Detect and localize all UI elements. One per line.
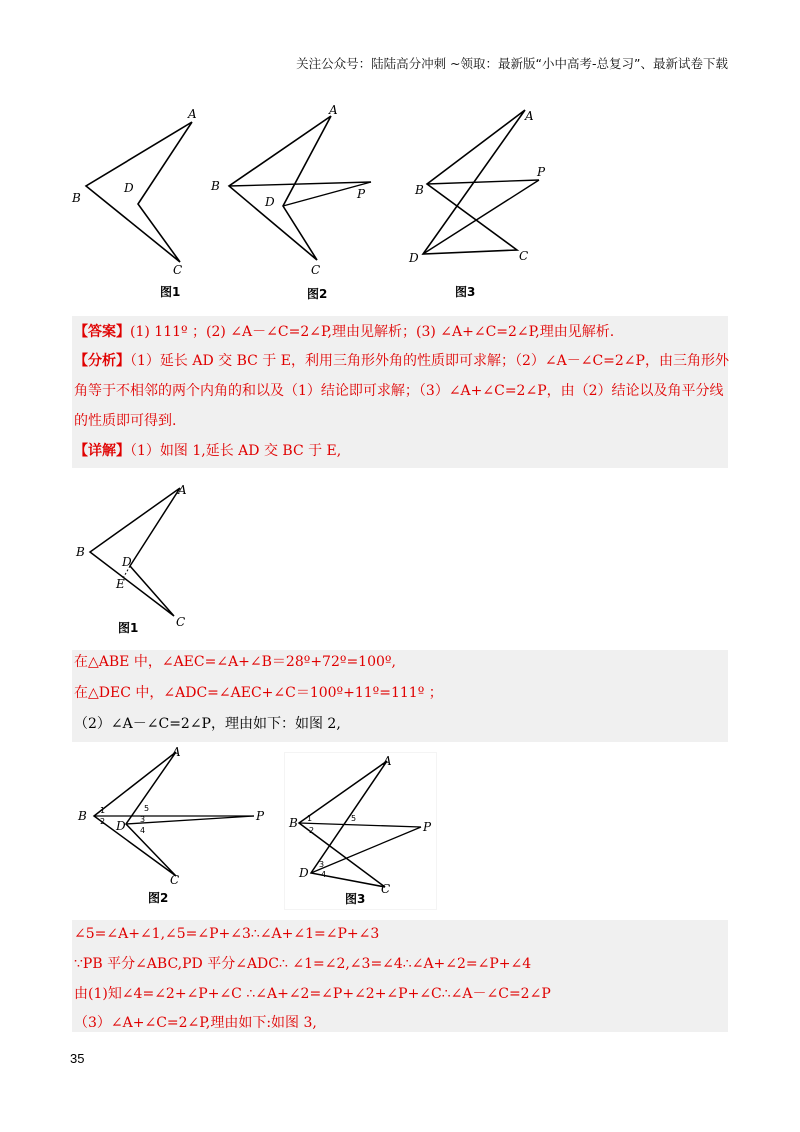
angle-1: 1 <box>100 806 106 815</box>
label-c: C <box>170 873 180 887</box>
figure-caption: 图1 <box>118 621 139 635</box>
label-c: C <box>381 882 391 896</box>
top-figure-2 <box>205 98 385 308</box>
figure-caption: 图2 <box>148 891 169 905</box>
detail-line-2: 在△DEC 中，∠ADC=∠AEC+∠C＝100º+11º=111º ； <box>74 685 443 701</box>
top-figure-1 <box>70 100 200 305</box>
angle-1: 1 <box>307 814 313 823</box>
figure-caption: 图2 <box>307 287 328 301</box>
label-e: E <box>116 577 125 591</box>
label-b: B <box>415 183 424 197</box>
top-figure-3 <box>405 100 565 305</box>
label-b: B <box>72 191 81 205</box>
label-d: D <box>409 251 419 265</box>
answer-tag: 【答案】 <box>74 324 130 340</box>
angle-2: 2 <box>309 826 315 835</box>
page-number: 35 <box>70 1051 85 1066</box>
angle-4: 4 <box>140 826 146 835</box>
label-b: B <box>76 545 85 559</box>
label-b: B <box>78 809 87 823</box>
label-a: A <box>188 107 197 121</box>
label-a: A <box>525 109 534 123</box>
label-b: B <box>211 179 220 193</box>
figure-caption: 图3 <box>345 892 366 906</box>
detail-line-6: 由(1)知∠4=∠2+∠P+∠C ∴∠A+∠2=∠P+∠2+∠P+∠C∴∠A－∠C=2∠P <box>74 986 551 1002</box>
page-header: 关注公众号：陆陆高分冲刺 ~领取：最新版“小中高考-总复习”、最新试卷下载 <box>296 56 728 71</box>
angle-4: 4 <box>321 870 327 879</box>
detail-intro: 【详解】（1）如图 1,延长 AD 交 BC 于 E, <box>74 443 342 459</box>
label-p: P <box>537 165 546 179</box>
label-c: C <box>176 615 186 629</box>
label-a: A <box>329 103 338 117</box>
angle-3: 3 <box>319 860 325 869</box>
detail-line-4: ∠5=∠A+∠1,∠5=∠P+∠3∴∠A+∠1=∠P+∠3 <box>74 926 380 942</box>
answer-text: (1) 111º ；(2) ∠A－∠C=2∠P,理由见解析；(3) ∠A+∠C=2∠P,理由见解析. <box>130 324 615 340</box>
label-a: A <box>383 754 392 768</box>
label-d: D <box>299 866 309 880</box>
figure-caption: 图1 <box>160 285 181 299</box>
detail-tag: 【详解】 <box>74 443 130 459</box>
detail-figure-3 <box>284 752 437 910</box>
angle-5: 5 <box>144 804 150 813</box>
answer-line <box>74 322 614 342</box>
detail-figure-2 <box>72 742 269 912</box>
analysis-line-2: 角等于不相邻的两个内角的和以及（1）结论即可求解；（3）∠A+∠C=2∠P，由（2）结论以及角平分线 <box>74 383 724 399</box>
analysis-line-3: 的性质即可得到. <box>74 413 177 429</box>
label-p: P <box>256 809 265 823</box>
detail-line-7: （3）∠A+∠C=2∠P,理由如下:如图 3, <box>74 1015 317 1031</box>
label-b: B <box>289 816 298 830</box>
angle-5: 5 <box>351 814 357 823</box>
label-a: A <box>178 483 187 497</box>
label-d: D <box>116 819 126 833</box>
analysis-tag: 【分析】 <box>74 353 130 369</box>
angle-3: 3 <box>140 815 146 824</box>
label-c: C <box>519 249 529 263</box>
label-d: D <box>124 181 134 195</box>
label-p: P <box>423 820 432 834</box>
angle-2: 2 <box>100 817 106 826</box>
detail-line-3: （2）∠A－∠C=2∠P，理由如下：如图 2, <box>74 716 341 732</box>
label-a: A <box>172 745 181 759</box>
label-c: C <box>311 263 321 277</box>
analysis-line-1: 【分析】（1）延长 AD 交 BC 于 E，利用三角形外角的性质即可求解；（2）∠A－∠C=2∠P，由三角形外 <box>74 353 729 369</box>
label-d: D <box>265 195 275 209</box>
label-d: D <box>122 555 132 569</box>
detail-line-5: ∵PB 平分∠ABC,PD 平分∠ADC∴ ∠1=∠2,∠3=∠4∴∠A+∠2=∠P+∠4 <box>74 956 532 972</box>
detail-line-1: 在△ABE 中，∠AEC=∠A+∠B＝28º+72º=100º, <box>74 654 396 670</box>
label-p: P <box>357 187 366 201</box>
detail-figure-1 <box>72 476 192 636</box>
figure-caption: 图3 <box>455 285 476 299</box>
label-c: C <box>173 263 183 277</box>
